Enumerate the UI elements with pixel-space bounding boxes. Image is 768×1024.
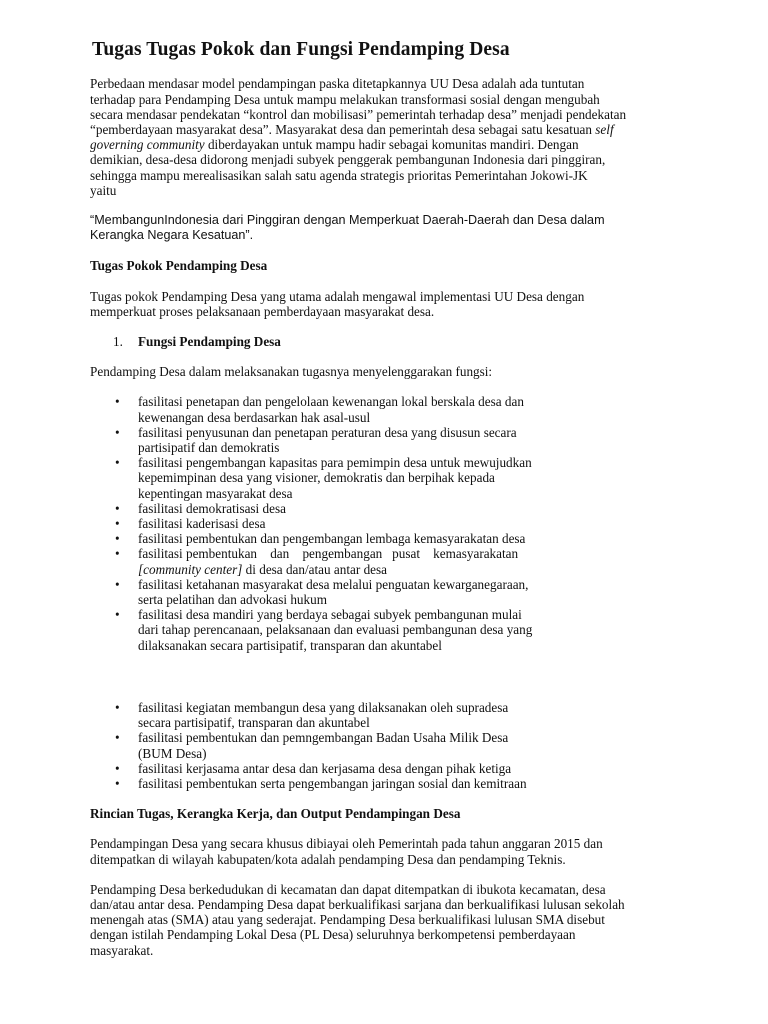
fungsi-intro: Pendamping Desa dalam melaksanakan tugasnya menyelenggarakan fungsi: (90, 364, 493, 380)
quote-line: “MembangunIndonesia dari Pinggiran dengan Memperkuat Daerah-Daerah dan Desa dalam (90, 213, 605, 228)
text-line: yaitu (90, 182, 117, 198)
text-line: • fasilitasi pembentukan dan pemngembangan Badan Usaha Milik Desa (138, 730, 509, 746)
list-item (90, 577, 690, 607)
text-line: dari tahap perencanaan, pelaksanaan dan evaluasi pembangunan desa yang (138, 622, 533, 638)
text-line: secara mendasar pendekatan “kontrol dan mobilisasi” pemerintah terhadap desa” menjadi pendekatan (90, 106, 627, 122)
list-item (90, 455, 690, 501)
list-item (90, 516, 690, 531)
text-line: • fasilitasi desa mandiri yang berdaya sebagai subyek pembangunan mulai (138, 607, 522, 623)
text-line: • fasilitasi pengembangan kapasitas para pemimpin desa untuk mewujudkan (138, 455, 532, 471)
numbered-list (90, 334, 690, 349)
list-item (90, 730, 690, 760)
text-line: serta pelatihan dan advokasi hukum (138, 592, 327, 608)
list-item (90, 501, 690, 516)
tugas-pokok-paragraph (90, 289, 690, 319)
text-line: • fasilitasi kerjasama antar desa dan kerjasama desa dengan pihak ketiga (138, 760, 512, 776)
text-line: • fasilitasi demokratisasi desa (138, 500, 286, 516)
text-line (90, 122, 690, 137)
text-line: masyarakat. (90, 942, 154, 958)
page-title: Tugas Tugas Pokok dan Fungsi Pendamping Desa (92, 39, 510, 60)
text-line: • fasilitasi kaderisasi desa (138, 516, 266, 532)
list-item (90, 700, 690, 730)
text-line: Tugas pokok Pendamping Desa yang utama adalah mengawal implementasi UU Desa dengan (90, 288, 585, 304)
list-item (90, 425, 690, 455)
text-line: • fasilitasi kegiatan membangun desa yang dilaksanakan oleh supradesa (138, 699, 509, 715)
text-line: • fasilitasi penyusunan dan penetapan peraturan desa yang disusun secara (138, 424, 517, 440)
text-line: Perbedaan mendasar model pendampingan paska ditetapkannya UU Desa adalah ada tuntutan (90, 76, 585, 92)
rincian-paragraph-1 (90, 836, 690, 866)
text-line: (BUM Desa) (138, 745, 207, 761)
text-span: “pemberdayaan masyarakat desa”. Masyarakat desa dan pemerintah desa sebagai satu kesatuan (90, 122, 596, 137)
list-item (90, 531, 690, 546)
intro-paragraph (90, 76, 690, 198)
list-item (90, 546, 690, 576)
text-line: secara partisipatif, transparan dan akuntabel (138, 715, 370, 731)
text-line: Pendamping Desa berkedudukan di kecamatan dan dapat ditempatkan di ibukota kecamatan, desa (90, 881, 606, 897)
item-number: 1. (113, 334, 123, 350)
fungsi-bullet-list-continued (90, 700, 690, 791)
text-line: • fasilitasi penetapan dan pengelolaan kewenangan lokal berskala desa dan (138, 394, 524, 410)
text-line: sehingga mampu merealisasikan salah satu agenda strategis prioritas Pemerintahan Jokowi-JK (90, 167, 588, 183)
section-heading: Tugas Pokok Pendamping Desa (90, 258, 268, 274)
item-label: Fungsi Pendamping Desa (138, 334, 281, 350)
text-line: menengah atas (SMA) atau yang sederajat. Pendamping Desa berkualifikasi lulusan SMA disebut (90, 912, 605, 928)
text-line (138, 562, 690, 577)
text-line: kewenangan desa berdasarkan hak asal-usul (138, 409, 371, 425)
text-line: memperkuat proses pelaksanaan pemberdayaan masyarakat desa. (90, 303, 435, 319)
text-line: terhadap para Pendamping Desa untuk mampu melakukan transformasi sosial dengan mengubah (90, 91, 600, 107)
quote-line: Kerangka Negara Kesatuan”. (90, 228, 254, 243)
italic-term: [community center] (138, 561, 243, 577)
text-line: partisipatif dan demokratis (138, 440, 280, 456)
text-line: Pendampingan Desa yang secara khusus dibiayai oleh Pemerintah pada tahun anggaran 2015 dan (90, 836, 603, 852)
text-line: demikian, desa-desa didorong menjadi subyek penggerak pembangunan Indonesia dari pinggiran, (90, 152, 606, 168)
quote-paragraph (90, 213, 690, 243)
list-item (90, 607, 690, 653)
list-item (90, 776, 690, 791)
rincian-paragraph-2 (90, 882, 690, 958)
numbered-item (90, 334, 690, 349)
text-line: dengan istilah Pendamping Lokal Desa (PL Desa) seluruhnya berkompetensi pemberdayaan (90, 927, 576, 943)
text-line: kepemimpinan desa yang visioner, demokratis dan berpihak kepada (138, 470, 495, 486)
list-item (90, 394, 690, 424)
list-item (90, 761, 690, 776)
text-span: di desa dan/atau antar desa (242, 561, 388, 577)
text-line (90, 137, 690, 152)
text-line: ditempatkan di wilayah kabupaten/kota adalah pendamping Desa dan pendamping Teknis. (90, 851, 566, 867)
text-span: diberdayakan untuk mampu hadir sebagai komunitas mandiri. Dengan (204, 137, 579, 153)
text-line: dan/atau antar desa. Pendamping Desa dapat berkualifikasi sarjana dan berkualifikasi lulusan sekolah (90, 896, 625, 912)
text-line: • fasilitasi pembentukan serta pengembangan jaringan sosial dan kemitraan (138, 775, 527, 791)
fungsi-bullet-list (90, 394, 690, 652)
text-line: • fasilitasi pembentukan dan pengembangan pusat kemasyarakatan (138, 546, 519, 562)
italic-term: governing community (90, 137, 205, 153)
text-line: kepentingan masyarakat desa (138, 485, 293, 501)
text-line: • fasilitasi ketahanan masyarakat desa melalui penguatan kewarganegaraan, (138, 576, 529, 592)
text-line: • fasilitasi pembentukan dan pengembangan lembaga kemasyarakatan desa (138, 531, 526, 547)
italic-term: self (595, 122, 614, 137)
section-heading: Rincian Tugas, Kerangka Kerja, dan Output Pendampingan Desa (90, 806, 461, 822)
text-line: dilaksanakan secara partisipatif, transparan dan akuntabel (138, 637, 442, 653)
document-body (90, 38, 690, 958)
